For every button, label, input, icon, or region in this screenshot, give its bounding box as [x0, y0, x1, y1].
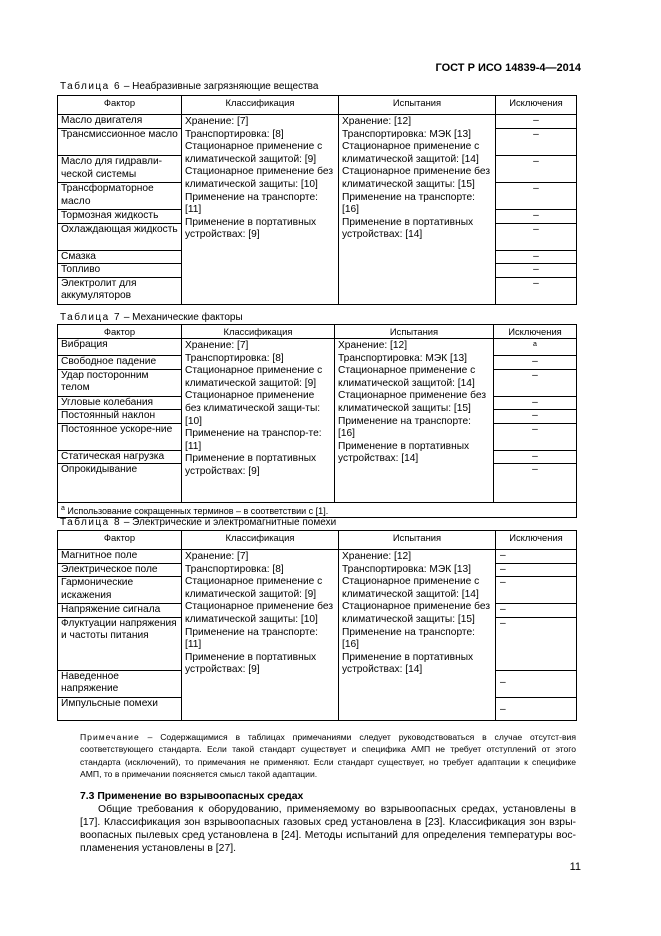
table6-exclusion: –: [496, 129, 577, 156]
tests-line: Стационарное применение без климатической защиты: [15]: [338, 390, 486, 414]
table7-factor: Удар посторонним телом: [58, 369, 182, 396]
table7-exclusion: –: [494, 464, 577, 503]
table8-tests: [339, 550, 496, 721]
classification-line: Транспортировка: [8]: [185, 563, 284, 575]
classification-line: Применение в портативных устройствах: [9]: [185, 651, 317, 676]
tests-line: Транспортировка: МЭК [13]: [342, 563, 471, 575]
table7-exclusion-footnote: [494, 339, 577, 356]
tests-line: Стационарное применение с климатической защитой: [14]: [338, 365, 476, 389]
tests-line: Хранение: [12]: [338, 340, 408, 351]
table6-exclusion: –: [496, 115, 577, 129]
table6-factor: Масло для гидравли-ческой системы: [58, 156, 182, 183]
tests-line: Стационарное применение с климатической защитой: [14]: [342, 141, 480, 165]
table8-exclusion: –: [496, 670, 577, 697]
classification-line: Применение в портативных устройствах: [9]: [185, 216, 317, 241]
classification-line: Стационарное применение с климатической защитой: [9]: [185, 141, 323, 165]
table6-factor: Электролит для аккумуляторов: [58, 277, 182, 304]
table7-header-exclusions: Исключения: [494, 325, 577, 339]
table8-factor: Электрическое поле: [58, 563, 182, 577]
table8-header-factor: Фактор: [58, 531, 182, 550]
table7-caption-title: – Механические факторы: [121, 312, 243, 323]
table8-exclusion: –: [496, 550, 577, 564]
classification-line: Применение на транспор-те: [11]: [185, 428, 322, 452]
table6-factor: Масло двигателя: [58, 115, 182, 129]
tests-line: Применение в портативных устройствах: [14]: [338, 440, 470, 465]
table7-factor: Постоянное ускоре-ние: [58, 423, 182, 450]
table6-factor: Охлаждающая жидкость: [58, 223, 182, 250]
table6-tests: [339, 115, 496, 305]
table7-factor: Угловые колебания: [58, 396, 182, 410]
table6-factor: Тормозная жидкость: [58, 210, 182, 224]
section-title: 7.3 Применение во взрывоопасных средах: [80, 791, 304, 802]
classification-line: Применение на транспорте: [11]: [185, 626, 318, 651]
note: [80, 731, 576, 781]
table6-exclusion: –: [496, 264, 577, 278]
table7-tests: [335, 339, 494, 503]
table6-caption-word: Таблица 6: [60, 81, 122, 92]
tests-line: Хранение: [12]: [342, 116, 412, 127]
table7-factor: Вибрация: [58, 339, 182, 356]
table6-header-factor: Фактор: [58, 96, 182, 115]
table6-header-tests: Испытания: [339, 96, 496, 115]
table7-header-factor: Фактор: [58, 325, 182, 339]
classification-line: Транспортировка: [8]: [185, 352, 284, 364]
table8: [57, 530, 577, 721]
tests-line: Хранение: [12]: [342, 551, 412, 562]
table6: [57, 95, 577, 305]
table7-exclusion: –: [494, 396, 577, 410]
table6-factor: Трансформаторное масло: [58, 183, 182, 210]
table8-exclusion: –: [496, 697, 577, 720]
table7-header-classification: Классификация: [182, 325, 335, 339]
table6-caption: [60, 81, 318, 92]
tests-line: Стационарное применение с климатической защитой: [14]: [342, 576, 480, 600]
classification-line: Хранение: [7]: [185, 340, 249, 351]
table8-factor: Напряжение сигнала: [58, 604, 182, 618]
classification-line: Транспортировка: [8]: [185, 128, 284, 140]
classification-line: Стационарное применение с климатической защитой: [9]: [185, 576, 323, 600]
classification-line: Применение на транспорте: [11]: [185, 191, 318, 216]
table7-exclusion: –: [494, 423, 577, 450]
tests-line: Транспортировка: МЭК [13]: [338, 352, 467, 364]
table8-exclusion: –: [496, 577, 577, 604]
table8-caption: [60, 517, 336, 528]
table7-caption-word: Таблица 7: [60, 312, 122, 323]
table8-factor: Импульсные помехи: [58, 697, 182, 720]
classification-line: Стационарное применение без климатической защи-ты: [10]: [185, 390, 321, 427]
table6-classification: [182, 115, 339, 305]
table6-exclusion: –: [496, 183, 577, 210]
document-header: ГОСТ Р ИСО 14839-4—2014: [435, 62, 581, 74]
tests-line: Стационарное применение без климатической защиты: [15]: [342, 166, 490, 190]
table8-header-exclusions: Исключения: [496, 531, 577, 550]
table8-exclusion: –: [496, 617, 577, 670]
table7-exclusion: –: [494, 369, 577, 396]
table8-factor: Наведенное напряжение: [58, 670, 182, 697]
table8-factor: Гармонические искажения: [58, 577, 182, 604]
table7-exclusion: –: [494, 410, 577, 424]
tests-line: Применение на транспорте: [16]: [342, 626, 475, 651]
table8-exclusion: –: [496, 563, 577, 577]
tests-line: Применение в портативных устройствах: [14]: [342, 651, 474, 676]
table7: [57, 324, 577, 518]
table7-factor: Свободное падение: [58, 355, 182, 369]
tests-line: Применение в портативных устройствах: [14]: [342, 216, 474, 241]
table7-factor: Постоянный наклон: [58, 410, 182, 424]
table7-exclusion: –: [494, 450, 577, 464]
classification-line: Стационарное применение без климатической защиты: [10]: [185, 601, 333, 625]
footnote-mark: a: [61, 505, 65, 513]
classification-line: Стационарное применение с климатической защитой: [9]: [185, 365, 323, 389]
tests-line: Транспортировка: МЭК [13]: [342, 128, 471, 140]
table6-exclusion: –: [496, 277, 577, 304]
table6-exclusion: –: [496, 250, 577, 264]
table7-exclusion: –: [494, 355, 577, 369]
table7-caption: [60, 312, 243, 323]
table8-classification: [182, 550, 339, 721]
table6-factor: Трансмиссионное масло: [58, 129, 182, 156]
note-label: Примечание: [80, 732, 140, 742]
table6-header-exclusions: Исключения: [496, 96, 577, 115]
table8-header-classification: Классификация: [182, 531, 339, 550]
table6-exclusion: –: [496, 210, 577, 224]
table6-factor: Топливо: [58, 264, 182, 278]
table6-exclusion: –: [496, 223, 577, 250]
tests-line: Применение на транспорте: [16]: [338, 415, 471, 440]
table6-factor: Смазка: [58, 250, 182, 264]
table8-caption-word: Таблица 8: [60, 517, 122, 528]
table8-header-tests: Испытания: [339, 531, 496, 550]
table8-factor: Магнитное поле: [58, 550, 182, 564]
classification-line: Применение в портативных устройствах: [9]: [185, 453, 317, 477]
table6-exclusion: –: [496, 156, 577, 183]
table7-header-tests: Испытания: [335, 325, 494, 339]
section-body: Общие требования к оборудованию, применяемому во взрывоопасных средах, установлены в [17]. Классификация зон взрывоопасных газовых сред установлена в [23]. Классификация зон взры-воопасных пылевых сред установлена в [24]. Методы испытаний для определения температуры вос-пламенения установлены в [27].: [80, 804, 576, 854]
classification-line: Стационарное применение без климатической защиты: [10]: [185, 166, 333, 190]
footnote-ref: a: [533, 341, 537, 348]
classification-line: Хранение: [7]: [185, 116, 249, 127]
table8-exclusion: –: [496, 604, 577, 618]
note-text: – Содержащимися в таблицах примечаниями следует руководствоваться в случае отсутст-вия соответствующего стандарта. Если такой стандарт существует и специфика АМП не требует отступлений от этого стандарта (исключений), то примечания не применяют. Если стандарт существует, но требует адаптации к специфике АМП, то в примечании поясняется смысл такой адаптации.: [80, 732, 576, 780]
tests-line: Стационарное применение без климатической защиты: [15]: [342, 601, 490, 625]
footnote-text: Использование сокращенных терминов – в соответствии с [1].: [64, 506, 329, 517]
page-number: 11: [569, 861, 581, 873]
table7-footnote: [58, 503, 577, 518]
table6-header-classification: Классификация: [182, 96, 339, 115]
table7-factor: Статическая нагрузка: [58, 450, 182, 464]
table8-factor: Флуктуации напряжения и частоты питания: [58, 617, 182, 670]
table6-caption-title: – Неабразивные загрязняющие вещества: [121, 81, 319, 92]
table7-classification: [182, 339, 335, 503]
tests-line: Применение на транспорте: [16]: [342, 191, 475, 216]
classification-line: Хранение: [7]: [185, 551, 249, 562]
table8-caption-title: – Электрические и электромагнитные помехи: [121, 517, 337, 528]
table7-factor: Опрокидывание: [58, 464, 182, 503]
